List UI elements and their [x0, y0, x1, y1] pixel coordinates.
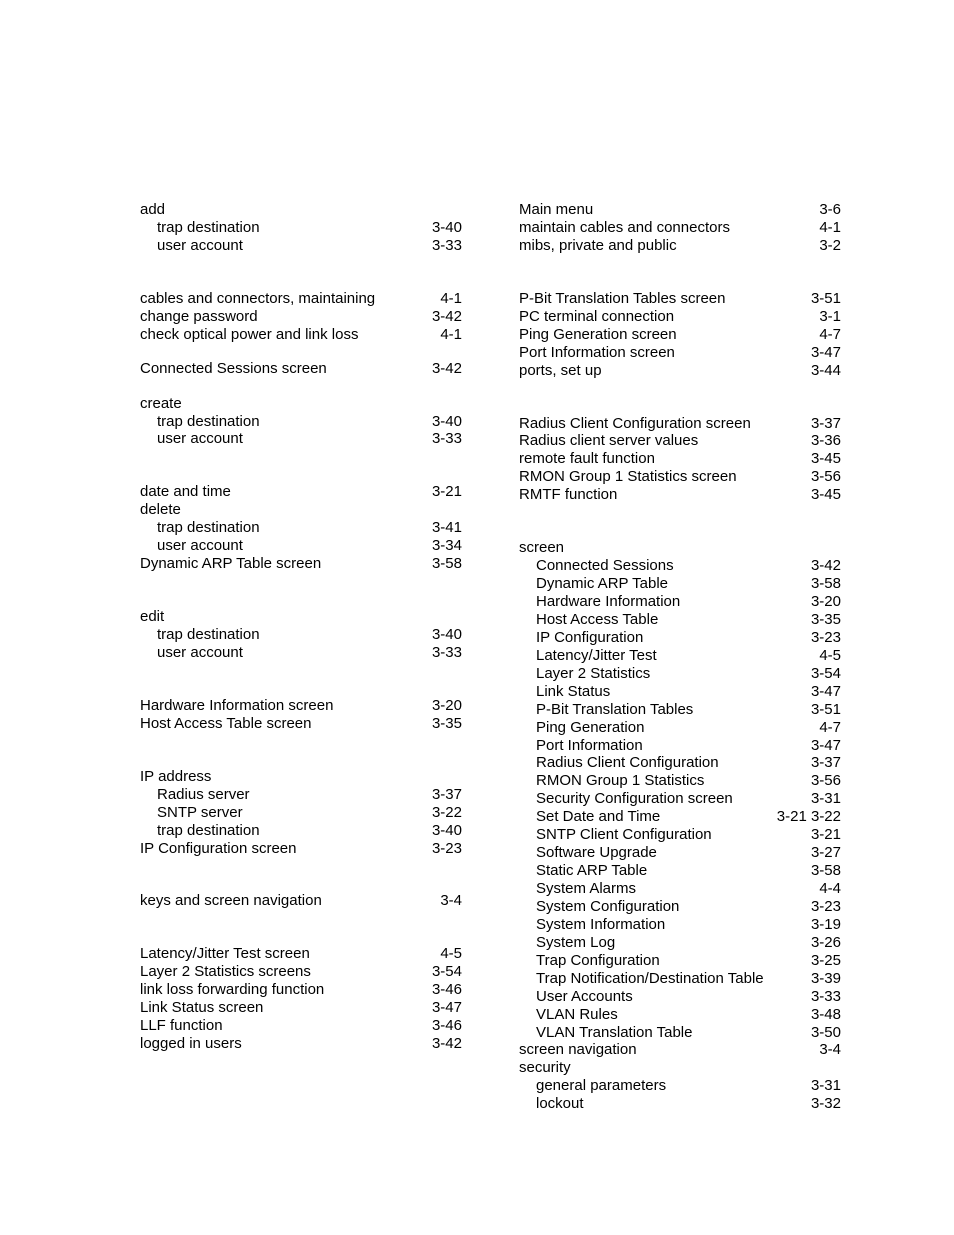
index-page-number: 3-2 [819, 236, 841, 254]
index-page-number: 4-5 [440, 945, 462, 963]
index-page-number: 4-7 [819, 325, 841, 343]
index-page-number: 3-33 [431, 430, 462, 448]
index-entry [140, 290, 462, 308]
index-page-number: 3-21 [431, 483, 462, 501]
index-page-number: 3-40 [431, 821, 462, 839]
index-page-number: 3-23 [810, 897, 841, 915]
index-term: cables and connectors, maintaining [140, 289, 376, 307]
index-entry [519, 362, 841, 380]
index-term: user account [157, 430, 243, 448]
index-entry [140, 945, 462, 963]
index-page-number: 3-45 [810, 450, 841, 468]
index-term: remote fault function [519, 450, 655, 468]
index-page-number: 3-47 [810, 343, 841, 361]
index-entry [140, 201, 462, 219]
index-page-number: 3-37 [431, 785, 462, 803]
index-term: Trap Notification/Destination Table [536, 969, 764, 987]
index-entry [519, 539, 841, 557]
index-page-number: 3-37 [810, 754, 841, 772]
index-page-number: 3-20 [431, 696, 462, 714]
index-subentry [519, 988, 841, 1006]
index-entry [519, 344, 841, 362]
index-term: PC terminal connection [519, 307, 675, 325]
index-subentry [519, 790, 841, 808]
index-subentry [140, 430, 462, 448]
index-term: Dynamic ARP Table [536, 575, 669, 593]
index-term: trap destination [157, 626, 260, 643]
index-term: Hardware Information screen [140, 696, 334, 714]
index-subentry [519, 772, 841, 790]
index-page-number: 3-31 [810, 790, 841, 808]
index-entry [140, 326, 462, 344]
index-term: Port Information screen [519, 343, 675, 361]
index-subentry [140, 413, 462, 431]
index-subentry [140, 804, 462, 822]
index-page-number: 3-19 [810, 915, 841, 933]
index-subentry [140, 822, 462, 840]
index-page-number: 3-44 [810, 361, 841, 379]
index-page-number: 3-46 [431, 981, 462, 999]
index-page-number: 3-27 [810, 844, 841, 862]
index-page-number: 4-7 [819, 718, 841, 736]
index-page-number: 3-47 [810, 682, 841, 700]
index-term: Static ARP Table [536, 862, 648, 880]
index-term: keys and screen navigation [140, 892, 322, 910]
index-subentry [140, 519, 462, 537]
index-term: lockout [536, 1095, 584, 1113]
index-subentry [519, 952, 841, 970]
index-page-number: 3-48 [810, 1005, 841, 1023]
index-term: Hardware Information [536, 593, 681, 610]
index-entry [140, 308, 462, 326]
index-term: general parameters [536, 1077, 667, 1095]
index-term: add [140, 201, 166, 218]
index-subentry [519, 701, 841, 719]
index-subentry [519, 665, 841, 683]
index-term: trap destination [157, 519, 260, 537]
index-page-number: 3-50 [810, 1023, 841, 1041]
index-entry [519, 1041, 841, 1059]
index-term: Latency/Jitter Test screen [140, 945, 310, 963]
index-entry [140, 360, 462, 378]
index-subentry [519, 647, 841, 665]
index-term: logged in users [140, 1035, 242, 1053]
index-page-number: 3-42 [810, 557, 841, 575]
index-subentry [519, 611, 841, 629]
index-term: System Configuration [536, 897, 680, 915]
index-entry [140, 981, 462, 999]
index-entry [519, 237, 841, 255]
index-page-number: 3-42 [431, 360, 462, 378]
index-term: Connected Sessions screen [140, 360, 327, 378]
index-entry [519, 486, 841, 504]
index-term: Ping Generation [536, 718, 645, 736]
index-term: change password [140, 307, 258, 325]
index-entry [140, 1017, 462, 1035]
index-term: user account [157, 643, 243, 661]
index-term: VLAN Translation Table [536, 1023, 693, 1041]
index-term: IP Configuration screen [140, 839, 297, 857]
index-entry [519, 432, 841, 450]
index-entry [140, 555, 462, 573]
index-entry [140, 715, 462, 733]
index-page-number: 3-32 [810, 1095, 841, 1113]
index-page-number: 3-25 [810, 951, 841, 969]
index-entry [140, 963, 462, 981]
index-entry [519, 290, 841, 308]
index-page-number: 3-21 [810, 826, 841, 844]
index-page-number: 3-54 [431, 963, 462, 981]
index-entry [140, 697, 462, 715]
index-subentry [519, 1077, 841, 1095]
index-term: Security Configuration screen [536, 790, 733, 808]
index-page-number: 4-4 [819, 880, 841, 897]
index-page-number: 3-33 [431, 643, 462, 661]
index-page-number: 3-54 [810, 664, 841, 682]
index-term: RMTF function [519, 486, 618, 504]
index-subentry [519, 1095, 841, 1113]
index-term: IP Configuration [536, 628, 644, 646]
index-subentry [519, 808, 841, 826]
index-entry [140, 1035, 462, 1053]
index-term: delete [140, 501, 181, 519]
index-term: SNTP Client Configuration [536, 826, 712, 844]
index-entry [140, 840, 462, 858]
index-subentry [519, 719, 841, 737]
index-page-number: 3-51 [810, 289, 841, 307]
index-subentry [519, 754, 841, 772]
index-entry [140, 483, 462, 501]
index-page-number: 3-40 [431, 218, 462, 236]
index-term: RMON Group 1 Statistics [536, 772, 705, 790]
index-subentry [519, 575, 841, 593]
index-entry [519, 326, 841, 344]
index-term: Main menu [519, 201, 594, 218]
index-page-number: 3-58 [810, 575, 841, 593]
index-subentry [519, 1006, 841, 1024]
index-term: trap destination [157, 821, 260, 839]
index-page-number: 3-47 [810, 736, 841, 754]
index-subentry [140, 537, 462, 555]
index-term: P-Bit Translation Tables [536, 700, 694, 718]
index-page-number: 3-45 [810, 486, 841, 504]
index-term: SNTP server [157, 803, 243, 821]
index-page-number: 3-58 [810, 862, 841, 880]
index-entry [519, 201, 841, 219]
index-entry [140, 501, 462, 519]
index-subentry [519, 970, 841, 988]
index-entry [140, 999, 462, 1017]
index-entry [140, 768, 462, 786]
index-term: Latency/Jitter Test [536, 646, 657, 664]
index-page-number: 3-47 [431, 999, 462, 1017]
index-subentry [519, 880, 841, 898]
index-subentry [519, 934, 841, 952]
index-term: User Accounts [536, 987, 633, 1005]
index-page-number: 3-58 [431, 555, 462, 573]
index-page-number: 3-40 [431, 626, 462, 643]
index-term: System Information [536, 915, 666, 933]
index-subentry [519, 629, 841, 647]
index-page-number: 3-23 [431, 839, 462, 857]
index-page-number: 3-6 [819, 201, 841, 218]
index-term: ports, set up [519, 361, 602, 379]
index-page-number: 4-1 [440, 289, 462, 307]
index-term: Radius Client Configuration [536, 754, 719, 772]
index-term: screen [519, 539, 565, 557]
index-term: user account [157, 537, 243, 555]
index-term: IP address [140, 767, 212, 785]
index-page-number: 4-1 [440, 325, 462, 343]
index-page-number: 3-39 [810, 969, 841, 987]
index-term: date and time [140, 483, 231, 501]
index-term: Link Status screen [140, 999, 264, 1017]
index-subentry [519, 916, 841, 934]
index-subentry [140, 219, 462, 237]
index-page-number: 3-33 [431, 236, 462, 254]
index-page-number: 3-41 [431, 519, 462, 537]
index-page-number: 3-37 [810, 414, 841, 432]
index-term: maintain cables and connectors [519, 218, 730, 236]
index-term: RMON Group 1 Statistics screen [519, 468, 737, 486]
index-subentry [519, 593, 841, 611]
index-term: create [140, 394, 182, 412]
index-subentry [140, 786, 462, 804]
index-term: Host Access Table screen [140, 714, 312, 732]
index-page-number: 3-31 [810, 1077, 841, 1095]
index-subentry [140, 644, 462, 662]
index-left-column [140, 201, 462, 1053]
index-term: Radius Client Configuration screen [519, 414, 751, 432]
index-term: Layer 2 Statistics screens [140, 963, 311, 981]
index-term: check optical power and link loss [140, 325, 359, 343]
index-term: Radius server [157, 785, 250, 803]
index-subentry [519, 557, 841, 575]
index-entry [519, 468, 841, 486]
index-entry [140, 892, 462, 910]
index-term: Connected Sessions [536, 557, 674, 575]
index-term: Software Upgrade [536, 844, 657, 862]
index-page-number: 3-42 [431, 307, 462, 325]
index-entry [519, 308, 841, 326]
index-page-number: 3-21 3-22 [776, 808, 841, 826]
index-term: user account [157, 236, 243, 254]
index-term: Host Access Table [536, 610, 659, 628]
index-term: screen navigation [519, 1041, 637, 1059]
index-term: LLF function [140, 1017, 223, 1035]
index-entry [140, 608, 462, 626]
index-page-number: 3-51 [810, 700, 841, 718]
index-page-number: 3-23 [810, 628, 841, 646]
index-entry [519, 450, 841, 468]
index-page-number: 3-56 [810, 468, 841, 486]
index-subentry [519, 862, 841, 880]
index-term: VLAN Rules [536, 1005, 618, 1023]
index-page-number: 3-20 [810, 593, 841, 610]
index-term: Set Date and Time [536, 808, 661, 826]
index-term: Ping Generation screen [519, 325, 677, 343]
index-page-number: 3-46 [431, 1017, 462, 1035]
index-page-number: 3-4 [819, 1041, 841, 1059]
index-page-number: 3-36 [810, 432, 841, 450]
index-page-number: 3-22 [431, 803, 462, 821]
index-term: Layer 2 Statistics [536, 664, 651, 682]
index-page-number: 3-35 [810, 610, 841, 628]
index-page-number: 4-5 [819, 646, 841, 664]
index-entry [519, 219, 841, 237]
index-term: link loss forwarding function [140, 981, 325, 999]
index-term: trap destination [157, 412, 260, 430]
index-page-number: 3-40 [431, 412, 462, 430]
index-page-number: 3-4 [440, 892, 462, 910]
index-term: trap destination [157, 218, 260, 236]
index-term: security [519, 1059, 571, 1077]
index-entry [519, 1059, 841, 1077]
index-subentry [519, 898, 841, 916]
index-page-number: 3-34 [431, 537, 462, 555]
index-page-number: 4-1 [819, 218, 841, 236]
index-page-number: 3-56 [810, 772, 841, 790]
index-term: Port Information [536, 736, 643, 754]
index-page-number: 3-26 [810, 933, 841, 951]
index-term: System Log [536, 933, 616, 951]
index-term: Dynamic ARP Table screen [140, 555, 322, 573]
index-term: Trap Configuration [536, 951, 660, 969]
index-entry [140, 395, 462, 413]
index-term: mibs, private and public [519, 236, 677, 254]
index-page-number: 3-1 [819, 307, 841, 325]
index-subentry [519, 683, 841, 701]
index-term: System Alarms [536, 880, 637, 897]
index-subentry [519, 1024, 841, 1042]
index-right-column [519, 201, 841, 1113]
index-term: Link Status [536, 682, 611, 700]
index-subentry [140, 237, 462, 255]
index-term: edit [140, 608, 165, 626]
index-page-number: 3-42 [431, 1035, 462, 1053]
index-subentry [140, 626, 462, 644]
index-term: Radius client server values [519, 432, 699, 450]
index-term: P-Bit Translation Tables screen [519, 289, 726, 307]
index-subentry [519, 844, 841, 862]
index-entry [519, 415, 841, 433]
index-page-number: 3-33 [810, 987, 841, 1005]
index-subentry [519, 737, 841, 755]
index-subentry [519, 826, 841, 844]
index-page-number: 3-35 [431, 714, 462, 732]
